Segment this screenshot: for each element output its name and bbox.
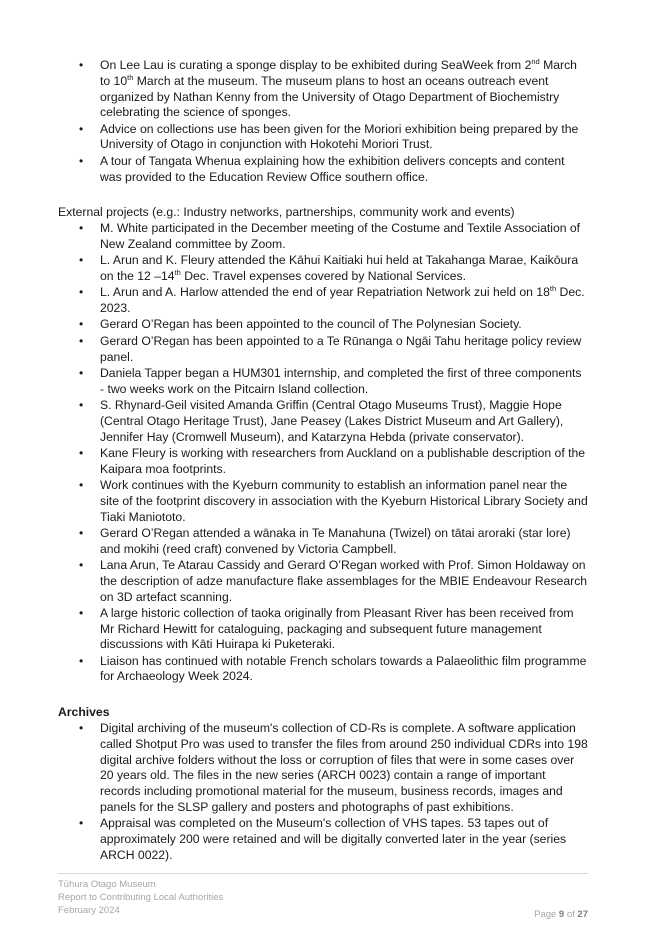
list-item: • Lana Arun, Te Atarau Cassidy and Gerard O’Regan worked with Prof. Simon Holdaway on the description of adze manufacture flake assemblages for the MBIE Endeavour Research on 3D artefact scanning.	[79, 557, 588, 604]
page-content	[58, 58, 588, 864]
bullet-icon: •	[79, 477, 84, 492]
bullet-icon: •	[79, 525, 84, 540]
bullet-icon: •	[79, 317, 84, 332]
bullet-icon: •	[79, 333, 84, 348]
list-item: • S. Rhynard-Geil visited Amanda Griffin (Central Otago Museums Trust), Maggie Hope (Central Otago Heritage Trust), Jane Peasey (Lakes District Museum and Art Gallery), Jennifer Hay (Cromwell Museum), and Katarzyna Hebda (private conservator).	[79, 397, 564, 444]
archives-heading: Archives	[58, 705, 110, 720]
list-item: • On Lee Lau is curating a sponge display to be exhibited during SeaWeek from 2nd March to 10th March at the museum. The museum plans to host an oceans outreach event organized by Nathan Kenny from the University of Otago Department of Biochemistry celebrating the science of sponges.	[79, 56, 577, 120]
list-item: • Daniela Tapper began a HUM301 internship, and completed the first of three components - two weeks work on the Pitcairn Island collection.	[79, 365, 582, 396]
list-item: • Kane Fleury is working with researchers from Auckland on a publishable description of the Kaipara moa footprints.	[79, 445, 586, 476]
list-item: • Gerard O’Regan has been appointed to a Te Rūnanga o Ngāi Tahu heritage policy review panel.	[79, 333, 582, 364]
bullet-icon: •	[79, 721, 84, 736]
bullet-icon: •	[79, 221, 84, 236]
list-item: • L. Arun and K. Fleury attended the Kāhui Kaitiaki hui held at Takahanga Marae, Kaikōura on the 12 –14th Dec. Travel expenses covered by National Services.	[79, 253, 579, 284]
bullet-icon: •	[79, 253, 84, 268]
footer-report-title: Report to Contributing Local Authorities	[58, 892, 224, 903]
list-item: • Work continues with the Kyeburn community to establish an information panel near the site of the footprint discovery in association with the Kyeburn Historical Library Society and Tiaki Maniototo.	[79, 477, 588, 524]
page-number: Page 9 of 27	[534, 909, 588, 920]
bullet-icon: •	[79, 153, 84, 168]
external-projects-list	[58, 221, 588, 685]
archives-list	[58, 721, 588, 864]
list-item: • Gerard O’Regan has been appointed to the council of The Polynesian Society.	[79, 317, 522, 332]
list-item: • Gerard O’Regan attended a wānaka in Te Manahuna (Twizel) on tātai aroraki (star lore) and mokihi (reed craft) convened by Victoria Campbell.	[79, 525, 571, 556]
list-item: • Digital archiving of the museum's collection of CD-Rs is complete. A software application called Shotput Pro was used to transfer the files from around 250 individual CDRs into 198 digital archive folders without the loss or corruption of files that were in some cases over 20 years old. The files in the new series (ARCH 0023) contain a range of important records including promotional material for the museum, business records, images and panels for the SLSP gallery and posters and photographs of past exhibitions.	[79, 721, 588, 815]
footer-organization: Tūhura Otago Museum	[58, 879, 156, 890]
list-item: • Liaison has continued with notable French scholars towards a Palaeolithic film programme for Archaeology Week 2024.	[79, 653, 587, 684]
list-item: • L. Arun and A. Harlow attended the end of year Repatriation Network zui held on 18th Dec. 2023.	[79, 284, 585, 316]
bullet-icon: •	[79, 285, 84, 300]
external-projects-title: External projects (e.g.: Industry networks, partnerships, community work and events)	[58, 205, 515, 220]
bullet-icon: •	[79, 365, 84, 380]
bullet-icon: •	[79, 653, 84, 668]
bullet-icon: •	[79, 605, 84, 620]
list-item: • Advice on collections use has been given for the Moriori exhibition being prepared by the University of Otago in conjunction with Hokotehi Moriori Trust.	[79, 121, 579, 152]
list-item: • Appraisal was completed on the Museum's collection of VHS tapes. 53 tapes out of approximately 200 were retained and will be digitally converted later in the year (series ARCH 0022).	[79, 816, 567, 862]
bullet-icon: •	[79, 397, 84, 412]
bullet-icon: •	[79, 121, 84, 136]
list-item: • A large historic collection of taoka originally from Pleasant River has been received from Mr Richard Hewitt for cataloguing, packaging and subsequent future management discussions with Kāti Huirapa ki Puketeraki.	[79, 605, 574, 652]
footer-date: February 2024	[58, 905, 120, 916]
page-footer	[58, 873, 588, 920]
bullet-icon: •	[79, 557, 84, 572]
bullet-icon: •	[79, 816, 84, 831]
bullet-icon: •	[79, 58, 84, 72]
bullet-icon: •	[79, 445, 84, 460]
list-item: • A tour of Tangata Whenua explaining how the exhibition delivers concepts and content was provided to the Education Review Office southern office.	[79, 153, 565, 184]
list-item: • M. White participated in the December meeting of the Costume and Textile Association of New Zealand committee by Zoom.	[79, 221, 581, 251]
museum-activities-list	[58, 58, 588, 185]
